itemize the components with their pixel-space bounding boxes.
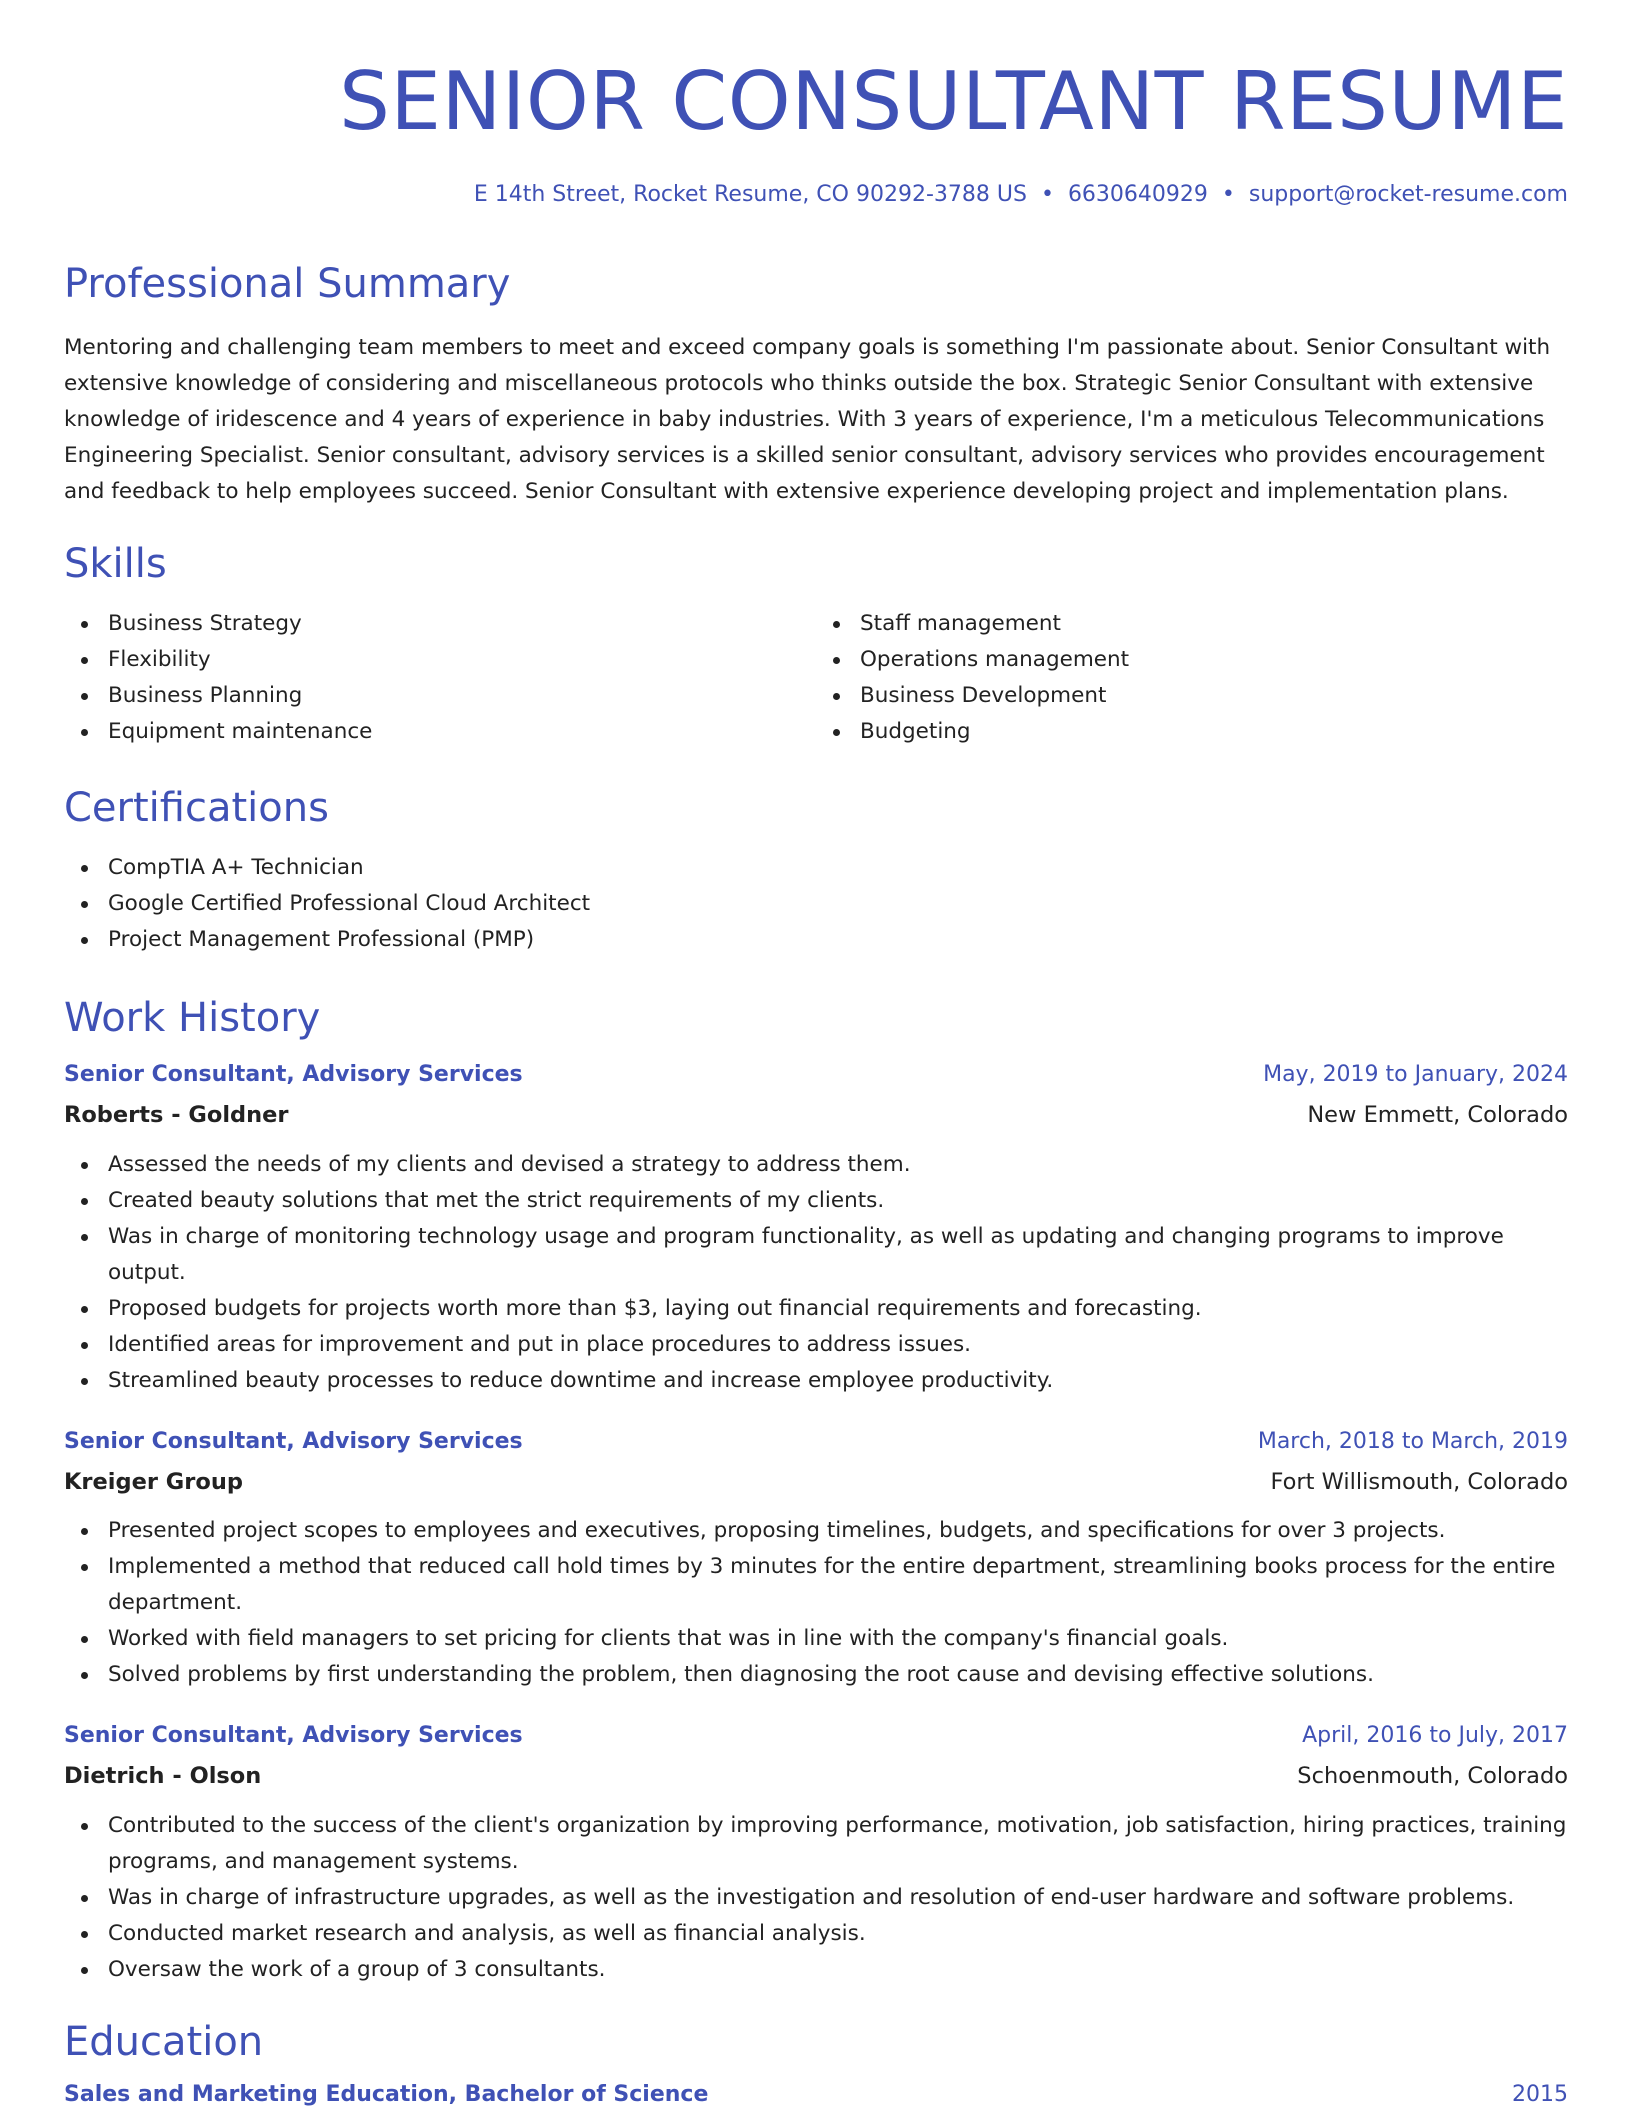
job-bullet: Presented project scopes to employees and executives, proposing timelines, budgets, and specifications for over 3 projects. [108,1513,1568,1549]
job-bullet: Worked with field managers to set pricing for clients that was in line with the company's financial goals. [108,1621,1568,1657]
skill-item: Budgeting [860,714,1568,750]
skills-right-column [816,606,1568,750]
skill-item: Business Development [860,678,1568,714]
job-entry [64,1064,1568,1399]
work-history-heading: Work History [64,995,321,1041]
job-bullet: Assessed the needs of my clients and devised a strategy to address them. [108,1147,1568,1183]
contact-address: E 14th Street, Rocket Resume, CO 90292-3788 US [473,182,1027,207]
skills-heading: Skills [64,541,167,587]
job-bullet: Proposed budgets for projects worth more than $3, laying out financial requirements and forecasting. [108,1291,1568,1327]
job-bullet: Streamlined beauty processes to reduce downtime and increase employee productivity. [108,1363,1568,1399]
job-location: Schoenmouth, Colorado [1297,1763,1568,1789]
summary-heading: Professional Summary [64,261,511,307]
contact-separator: • [1040,182,1054,207]
skills-list [64,606,1568,750]
skill-item: Operations management [860,642,1568,678]
skill-item: Flexibility [108,642,816,678]
contact-line [64,184,1568,206]
certification-item: Google Certified Professional Cloud Architect [108,886,1568,922]
job-bullets [64,1147,1568,1399]
graduation-year: 2015 [1512,2081,1568,2107]
job-bullet: Was in charge of monitoring technology usage and program functionality, as well as updating and changing programs to improve output. [108,1219,1568,1291]
skills-left-column [64,606,816,750]
job-bullet: Was in charge of infrastructure upgrades, as well as the investigation and resolution of end-user hardware and software problems. [108,1880,1568,1916]
company-name: Dietrich - Olson [64,1763,262,1789]
job-dates: April, 2016 to July, 2017 [1302,1723,1568,1748]
education-heading: Education [64,2018,264,2065]
company-name: Kreiger Group [64,1468,243,1495]
certifications-list [64,850,1568,958]
job-entry [64,1725,1568,1988]
contact-phone: 6630640929 [1067,182,1208,207]
job-bullets [64,1808,1568,1988]
degree: Sales and Marketing Education, Bachelor of Science [64,2081,709,2107]
job-location: Fort Willismouth, Colorado [1270,1468,1568,1495]
job-title: Senior Consultant, Advisory Services [64,1723,523,1748]
contact-separator: • [1221,182,1235,207]
job-bullet: Implemented a method that reduced call hold times by 3 minutes for the entire department, streamlining books process for the entire department. [108,1549,1568,1621]
job-bullet: Solved problems by first understanding the problem, then diagnosing the root cause and devising effective solutions. [108,1657,1568,1693]
job-bullet: Identified areas for improvement and put in place procedures to address issues. [108,1327,1568,1363]
job-dates: March, 2018 to March, 2019 [1257,1428,1568,1454]
resume-name: SENIOR CONSULTANT RESUME [339,55,1568,148]
skill-item: Business Strategy [108,606,816,642]
job-dates: May, 2019 to January, 2024 [1263,1062,1568,1087]
certifications-heading: Certifications [64,785,329,831]
summary-text: Mentoring and challenging team members to meet and exceed company goals is something I'm passionate about. Senior Consultant with extensive knowledge of considering and miscellaneous protocols who thinks outside the box. Strategic Senior Consultant with extensive knowledge of iridescence and 4 years of experience in baby industries. With 3 years of experience, I'm a meticulous Telecommunications Engineering Specialist. Senior consultant, advisory services is a skilled senior consultant, advisory services who provides encouragement and feedback to help employees succeed. Senior Consultant with extensive experience developing project and implementation plans. [64,335,1551,504]
job-bullets [64,1513,1568,1693]
skill-item: Equipment maintenance [108,714,816,750]
job-bullet: Conducted market research and analysis, as well as financial analysis. [108,1916,1568,1952]
job-bullet: Created beauty solutions that met the strict requirements of my clients. [108,1183,1568,1219]
skill-item: Business Planning [108,678,816,714]
contact-email: support@rocket-resume.com [1248,182,1568,207]
job-title: Senior Consultant, Advisory Services [64,1428,523,1454]
education-entry [64,2081,1568,2107]
resume-page [64,0,1568,2106]
job-bullet: Oversaw the work of a group of 3 consultants. [108,1952,1568,1988]
skill-item: Staff management [860,606,1568,642]
job-entry [64,1428,1568,1694]
job-location: New Emmett, Colorado [1307,1102,1568,1128]
company-name: Roberts - Goldner [64,1102,289,1128]
job-bullet: Contributed to the success of the client's organization by improving performance, motivation, job satisfaction, hiring practices, training programs, and management systems. [108,1808,1568,1880]
certification-item: CompTIA A+ Technician [108,850,1568,886]
job-title: Senior Consultant, Advisory Services [64,1062,523,1087]
certification-item: Project Management Professional (PMP) [108,922,1568,958]
